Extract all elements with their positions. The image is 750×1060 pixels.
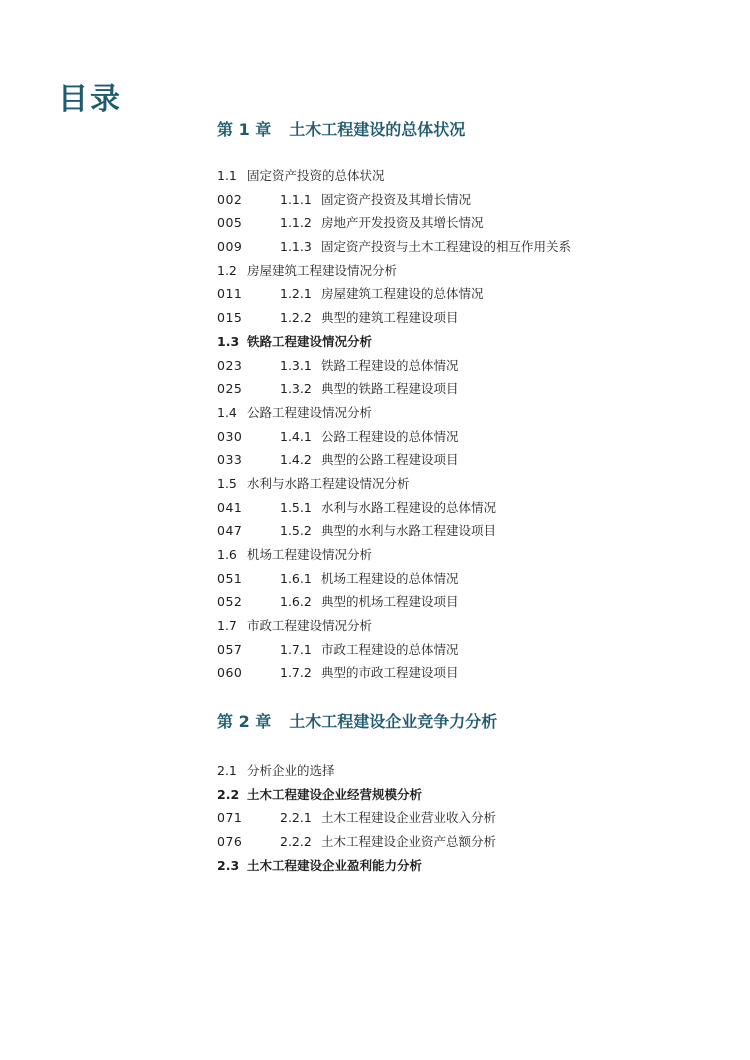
subsection-number: 1.2.2	[280, 310, 312, 326]
page-number: 047	[217, 523, 243, 539]
chapter-number: 第 1 章	[217, 120, 272, 139]
chapter-heading-2	[217, 711, 717, 733]
subsection-title: 固定资产投资与土木工程建设的相互作用关系	[321, 239, 572, 255]
toc-subsection-entry	[217, 188, 697, 212]
subsection-number: 1.1.2	[280, 215, 312, 231]
section-title: 市政工程建设情况分析	[247, 618, 373, 634]
toc-subsection-entry	[217, 661, 697, 685]
toc-subsection-entry	[217, 638, 697, 662]
toc-section-entry	[217, 759, 697, 783]
toc-section-entry	[217, 614, 697, 638]
toc-section-entry	[217, 330, 697, 354]
section-title: 机场工程建设情况分析	[247, 547, 373, 562]
toc-subsection-entry	[217, 830, 697, 854]
chapter-heading-1	[217, 119, 717, 141]
section-number: 1.3	[217, 333, 240, 349]
subsection-title: 土木工程建设企业营业收入分析	[321, 810, 497, 826]
toc-section-entry	[217, 401, 697, 425]
toc-subsection-entry	[217, 211, 697, 235]
section-number: 1.6	[217, 547, 237, 562]
toc-section-entry	[217, 783, 697, 807]
page-number: 015	[217, 310, 243, 326]
toc-subsection-entry	[217, 448, 697, 472]
chapter-title: 土木工程建设企业竞争力分析	[289, 712, 498, 731]
subsection-number: 1.3.2	[280, 381, 312, 397]
toc-subsection-entry	[217, 354, 697, 378]
subsection-number: 1.5.2	[280, 523, 312, 539]
chapter-number: 第 2 章	[217, 712, 272, 731]
subsection-title: 铁路工程建设的总体情况	[321, 357, 459, 373]
subsection-title: 水利与水路工程建设的总体情况	[321, 499, 497, 515]
toc-subsection-entry	[217, 235, 697, 259]
page-number: 033	[217, 452, 243, 468]
page-number: 051	[217, 570, 243, 586]
toc-subsection-entry	[217, 590, 697, 614]
toc-subsection-entry	[217, 519, 697, 543]
section-title: 公路工程建设情况分析	[247, 404, 373, 420]
subsection-number: 2.2.2	[280, 834, 312, 850]
subsection-title: 典型的公路工程建设项目	[321, 452, 459, 468]
page-number: 041	[217, 499, 243, 515]
chapter-1-entries	[217, 164, 697, 685]
page-number: 071	[217, 810, 243, 826]
page-number: 011	[217, 286, 243, 302]
toc-section-entry	[217, 164, 697, 188]
page-number: 052	[217, 594, 243, 610]
section-number: 1.2	[217, 262, 237, 278]
subsection-number: 2.2.1	[280, 810, 312, 826]
subsection-number: 1.4.1	[280, 428, 312, 444]
subsection-number: 1.5.1	[280, 499, 312, 515]
toc-subsection-entry	[217, 567, 697, 591]
page-number: 005	[217, 215, 243, 231]
section-title: 土木工程建设企业经营规模分析	[247, 786, 423, 802]
toc-subsection-entry	[217, 806, 697, 830]
section-number: 2.3	[217, 857, 240, 873]
page-number: 023	[217, 357, 243, 373]
page-number: 057	[217, 641, 243, 657]
chapter-2-entries	[217, 759, 697, 877]
toc-subsection-entry	[217, 377, 697, 401]
subsection-title: 典型的市政工程建设项目	[321, 665, 459, 681]
subsection-number: 1.7.2	[280, 665, 312, 681]
section-number: 1.7	[217, 618, 237, 634]
page-number: 030	[217, 428, 243, 444]
section-title: 水利与水路工程建设情况分析	[247, 475, 410, 491]
section-title: 铁路工程建设情况分析	[247, 333, 373, 349]
subsection-title: 房地产开发投资及其增长情况	[321, 215, 484, 231]
chapter-title: 土木工程建设的总体状况	[289, 120, 466, 139]
subsection-number: 1.1.1	[280, 191, 312, 207]
subsection-number: 1.7.1	[280, 641, 312, 657]
section-number: 2.2	[217, 786, 240, 802]
subsection-title: 典型的机场工程建设项目	[321, 594, 459, 610]
section-number: 2.1	[217, 763, 237, 778]
section-number: 1.5	[217, 475, 237, 491]
subsection-title: 土木工程建设企业资产总额分析	[321, 834, 497, 850]
section-number: 1.4	[217, 404, 237, 420]
toc-section-entry	[217, 259, 697, 283]
page-number: 060	[217, 665, 243, 681]
section-title: 固定资产投资的总体状况	[247, 168, 385, 183]
section-title: 土木工程建设企业盈利能力分析	[247, 857, 423, 873]
toc-section-entry	[217, 854, 697, 878]
subsection-title: 房屋建筑工程建设的总体情况	[321, 286, 484, 302]
subsection-title: 典型的水利与水路工程建设项目	[321, 523, 497, 539]
section-title: 分析企业的选择	[247, 763, 335, 778]
toc-subsection-entry	[217, 306, 697, 330]
page-number: 025	[217, 381, 243, 397]
subsection-title: 公路工程建设的总体情况	[321, 428, 459, 444]
subsection-number: 1.3.1	[280, 357, 312, 373]
subsection-number: 1.4.2	[280, 452, 312, 468]
toc-section-entry	[217, 543, 697, 567]
subsection-title: 固定资产投资及其增长情况	[321, 191, 472, 207]
page-title: 目录	[58, 82, 122, 117]
subsection-title: 机场工程建设的总体情况	[321, 570, 459, 586]
page-number: 009	[217, 239, 243, 255]
page-number: 076	[217, 834, 243, 850]
toc-subsection-entry	[217, 282, 697, 306]
page-number: 002	[217, 191, 243, 207]
subsection-title: 市政工程建设的总体情况	[321, 641, 459, 657]
section-number: 1.1	[217, 168, 237, 183]
toc-subsection-entry	[217, 425, 697, 449]
subsection-title: 典型的建筑工程建设项目	[321, 310, 459, 326]
toc-subsection-entry	[217, 496, 697, 520]
subsection-title: 典型的铁路工程建设项目	[321, 381, 459, 397]
subsection-number: 1.2.1	[280, 286, 312, 302]
section-title: 房屋建筑工程建设情况分析	[247, 262, 398, 278]
subsection-number: 1.1.3	[280, 239, 312, 255]
subsection-number: 1.6.2	[280, 594, 312, 610]
subsection-number: 1.6.1	[280, 570, 312, 586]
toc-section-entry	[217, 472, 697, 496]
